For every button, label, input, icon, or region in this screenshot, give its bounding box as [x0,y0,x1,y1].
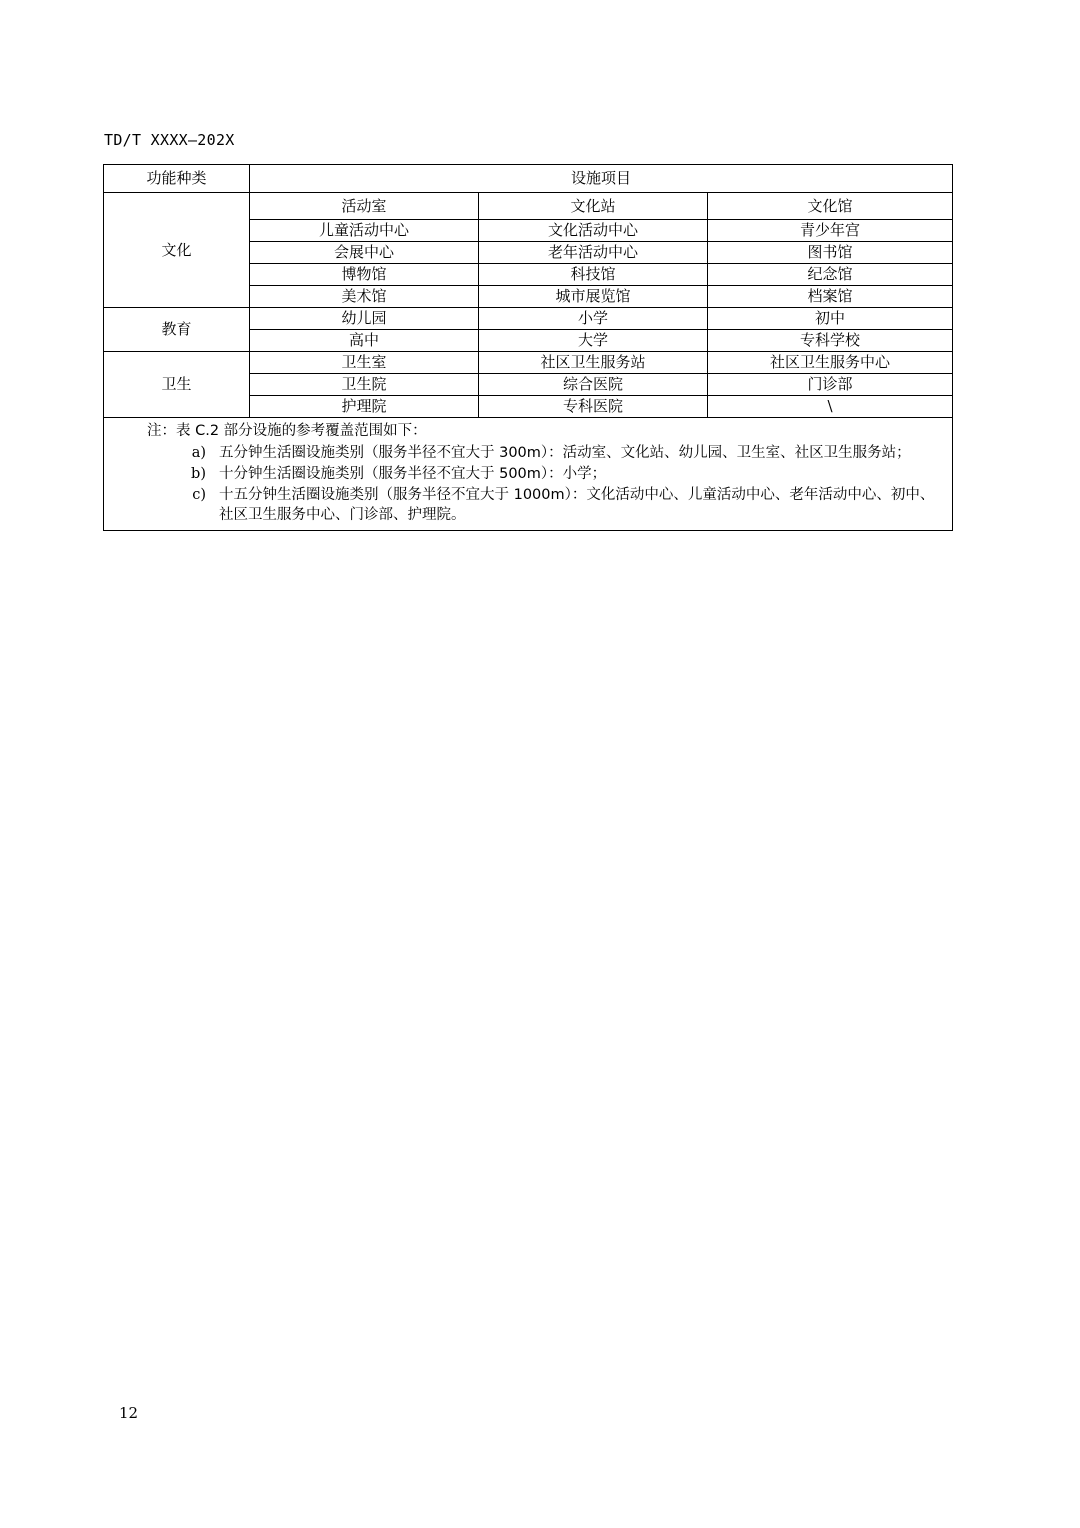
table-cell: 专科学校 [708,330,953,352]
note-marker: b) [191,466,206,482]
table-cell: 活动室 [250,193,479,220]
category-culture: 文化 [104,193,250,308]
table-cell: 文化馆 [708,193,953,220]
table-cell: 城市展览馆 [479,286,708,308]
table-cell: 综合医院 [479,374,708,396]
table-cell: 卫生室 [250,352,479,374]
table-cell: 幼儿园 [250,308,479,330]
table-cell: 卫生院 [250,374,479,396]
table-cell: 社区卫生服务站 [479,352,708,374]
header-facility-items: 设施项目 [250,165,953,193]
table-header-row [104,165,953,193]
table-cell: 门诊部 [708,374,953,396]
table-cell: 小学 [479,308,708,330]
table-row [104,308,953,330]
table-cell: 高中 [250,330,479,352]
facility-table [103,164,953,531]
table-cell: 会展中心 [250,242,479,264]
note-title: 注：表 C.2 部分设施的参考覆盖范围如下： [147,423,427,439]
table-cell: 博物馆 [250,264,479,286]
table-cell: 儿童活动中心 [250,220,479,242]
table-cell: 初中 [708,308,953,330]
note-item-a [104,443,942,463]
note-item-b [104,464,942,484]
table-cell: 文化站 [479,193,708,220]
category-education: 教育 [104,308,250,352]
table-cell: 文化活动中心 [479,220,708,242]
note-text: 五分钟生活圈设施类别（服务半径不宜大于 300m）：活动室、文化站、幼儿园、卫生室、社区卫生服务站； [219,445,911,461]
table-cell: 护理院 [250,396,479,418]
note-item-c [104,485,942,525]
table-cell: 大学 [479,330,708,352]
table-cell: 科技馆 [479,264,708,286]
document-code-header: TD/T XXXX—202X [104,131,235,149]
table-row [104,193,953,220]
note-text: 十分钟生活圈设施类别（服务半径不宜大于 500m）：小学； [219,466,607,482]
note-row [104,418,953,531]
table-cell: 图书馆 [708,242,953,264]
note-marker: c) [192,487,206,503]
table-cell: \ [708,396,953,418]
category-health: 卫生 [104,352,250,418]
table-cell: 档案馆 [708,286,953,308]
table-cell: 青少年宫 [708,220,953,242]
table-row [104,352,953,374]
table-cell: 专科医院 [479,396,708,418]
note-text: 十五分钟生活圈设施类别（服务半径不宜大于 1000m）：文化活动中心、儿童活动中心、老年活动中心、初中、社区卫生服务中心、门诊部、护理院。 [219,487,935,523]
table-cell: 美术馆 [250,286,479,308]
table-cell: 纪念馆 [708,264,953,286]
header-category: 功能种类 [104,165,250,193]
table-cell: 社区卫生服务中心 [708,352,953,374]
table-note [104,418,953,531]
table-cell: 老年活动中心 [479,242,708,264]
page-number: 12 [119,1404,139,1422]
note-marker: a) [191,445,206,461]
